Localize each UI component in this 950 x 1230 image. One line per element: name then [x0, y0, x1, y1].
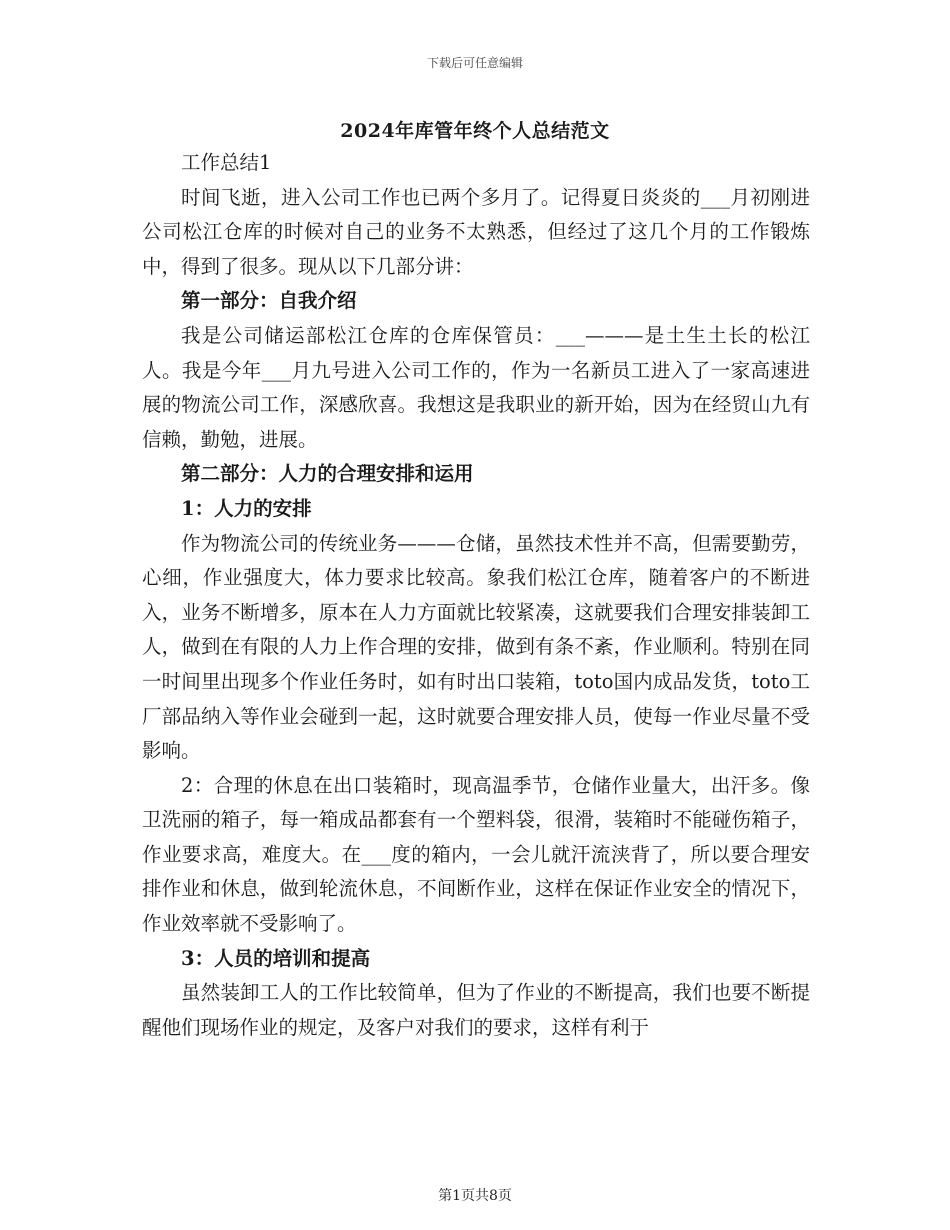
paragraph: 时间飞逝，进入公司工作也已两个多月了。记得夏日炎炎的___月初刚进公司松江仓库的时候对自己的业务不太熟悉，但经过了这几个月的工作锻炼中，得到了很多。现从以下几部分讲： [142, 185, 810, 278]
section-heading: 3：人员的培训和提高 [181, 946, 371, 970]
document-title: 2024年库管年终个人总结范文 [340, 120, 610, 142]
paragraph: 作为物流公司的传统业务———仓储，虽然技术性并不高，但需要勤劳，心细，作业强度大，体力要求比较高。象我们松江仓库，随着客户的不断进入，业务不断增多，原本在人力方面就比较紧凑，这就要我们合理安排装卸工人，做到在有限的人力上作合理的安排，做到有条不紊，作业顺利。特别在同一时间里出现多个作业任务时，如有时出口装箱，toto国内成品发货，toto工厂部品纳入等作业会碰到一起，这时就要合理安排人员，使每一作业尽量不受影响。 [142, 531, 810, 763]
paragraph: 工作总结1 [181, 151, 272, 174]
document-body [142, 146, 810, 1045]
header-note: 下载后可任意编辑 [426, 56, 523, 70]
section-heading: 第二部分：人力的合理安排和运用 [181, 462, 474, 486]
section-heading: 第一部分：自我介绍 [181, 289, 357, 313]
section-heading: 1：人力的安排 [181, 496, 312, 520]
paragraph: 虽然装卸工人的工作比较简单，但为了作业的不断提高，我们也要不断提醒他们现场作业的规定，及客户对我们的要求，这样有利于 [142, 981, 810, 1039]
paragraph: 我是公司储运部松江仓库的仓库保管员：___———是土生土长的松江人。我是今年___月九号进入公司工作的，作为一名新员工进入了一家高速进展的物流公司工作，深感欣喜。我想这是我职业的新开始，因为在经贸山九有信赖，勤勉，进展。 [142, 323, 810, 451]
page-footer: 第1页共8页 [438, 1188, 512, 1204]
paragraph: 2：合理的休息在出口装箱时，现高温季节，仓储作业量大，出汗多。像卫洗丽的箱子，每一箱成品都套有一个塑料袋，很滑，装箱时不能碰伤箱子，作业要求高，难度大。在___度的箱内，一会儿就汗流浃背了，所以要合理安排作业和休息，做到轮流休息，不间断作业，这样在保证作业安全的情况下，作业效率就不受影响了。 [142, 773, 810, 936]
